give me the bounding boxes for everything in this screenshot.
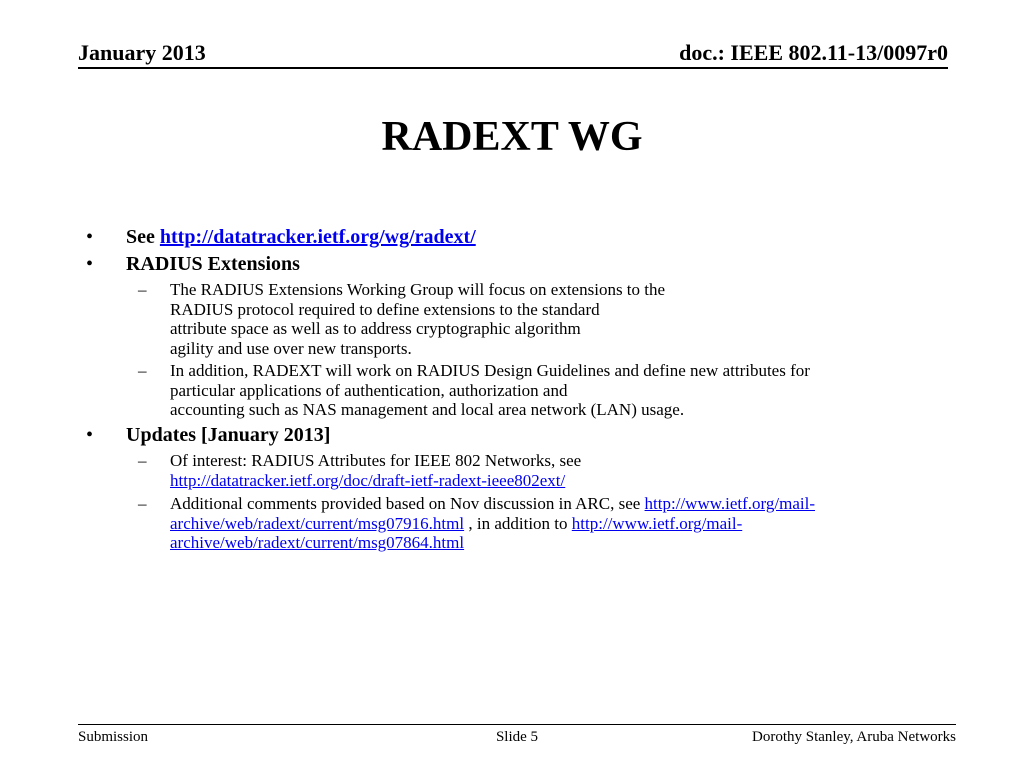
radius-sub1-line: attribute space as well as to address cryptographic algorithm [170, 319, 581, 338]
updates-sub-item-1 [138, 451, 940, 490]
bullet-see-prefix: See [126, 226, 160, 248]
footer-divider [78, 724, 956, 725]
dash-icon: – [138, 361, 147, 380]
radius-sub2-line: particular applications of authentication, authorization and [170, 380, 568, 400]
bullet-dot-icon: • [86, 226, 94, 248]
dash-icon: – [138, 451, 147, 470]
msg07864-link-part1[interactable]: http://www.ietf.org/mail- [571, 513, 743, 533]
bullet-updates-heading: Updates [January 2013] [126, 424, 331, 446]
updates-sub-item-2 [138, 494, 940, 553]
updates-sub2-prefix: Additional comments provided based on Nov discussion in ARC, see [170, 494, 645, 513]
radius-sub-item-1 [138, 280, 940, 358]
bullet-updates [86, 422, 946, 448]
msg07916-link-part2[interactable]: archive/web/radext/current/msg07916.html [170, 513, 465, 533]
radius-sub-item-2 [138, 361, 940, 420]
header-divider [78, 67, 948, 69]
radius-sub2-line: In addition, RADEXT will work on RADIUS Design Guidelines and define new attributes for [170, 361, 810, 380]
bullet-radius [86, 251, 946, 277]
dash-icon: – [138, 280, 147, 299]
footer-author: Dorothy Stanley, Aruba Networks [752, 729, 956, 745]
updates-sub1-text: Of interest: RADIUS Attributes for IEEE 802 Networks, see [170, 451, 582, 470]
dash-icon: – [138, 494, 147, 513]
bullet-radius-heading: RADIUS Extensions [126, 253, 300, 275]
header-doc-id: doc.: IEEE 802.11-13/0097r0 [679, 40, 948, 65]
msg07864-link-part2[interactable]: archive/web/radext/current/msg07864.html [170, 533, 465, 552]
radius-sub1-line: The RADIUS Extensions Working Group will focus on extensions to the [170, 280, 666, 299]
footer-slide-number: Slide 5 [495, 729, 539, 745]
bullet-dot-icon: • [86, 253, 94, 275]
radext-ieee802ext-link[interactable]: http://datatracker.ietf.org/doc/draft-ietf-radext-ieee802ext/ [170, 470, 566, 490]
bullet-see [86, 224, 946, 250]
footer-submission: Submission [78, 729, 149, 745]
radius-sub1-line: RADIUS protocol required to define extensions to the standard [170, 299, 600, 319]
msg07916-link-part1[interactable]: http://www.ietf.org/mail- [644, 494, 815, 513]
radext-wg-link[interactable]: http://datatracker.ietf.org/wg/radext/ [159, 226, 476, 248]
radius-sub1-line: agility and use over new transports. [170, 338, 412, 358]
header-date: January 2013 [78, 40, 206, 65]
radius-sub2-line: accounting such as NAS management and local area network (LAN) usage. [170, 400, 685, 419]
updates-sub2-middle: , in addition to [464, 513, 572, 533]
slide-title: RADEXT WG [381, 114, 643, 160]
bullet-dot-icon: • [86, 424, 94, 446]
